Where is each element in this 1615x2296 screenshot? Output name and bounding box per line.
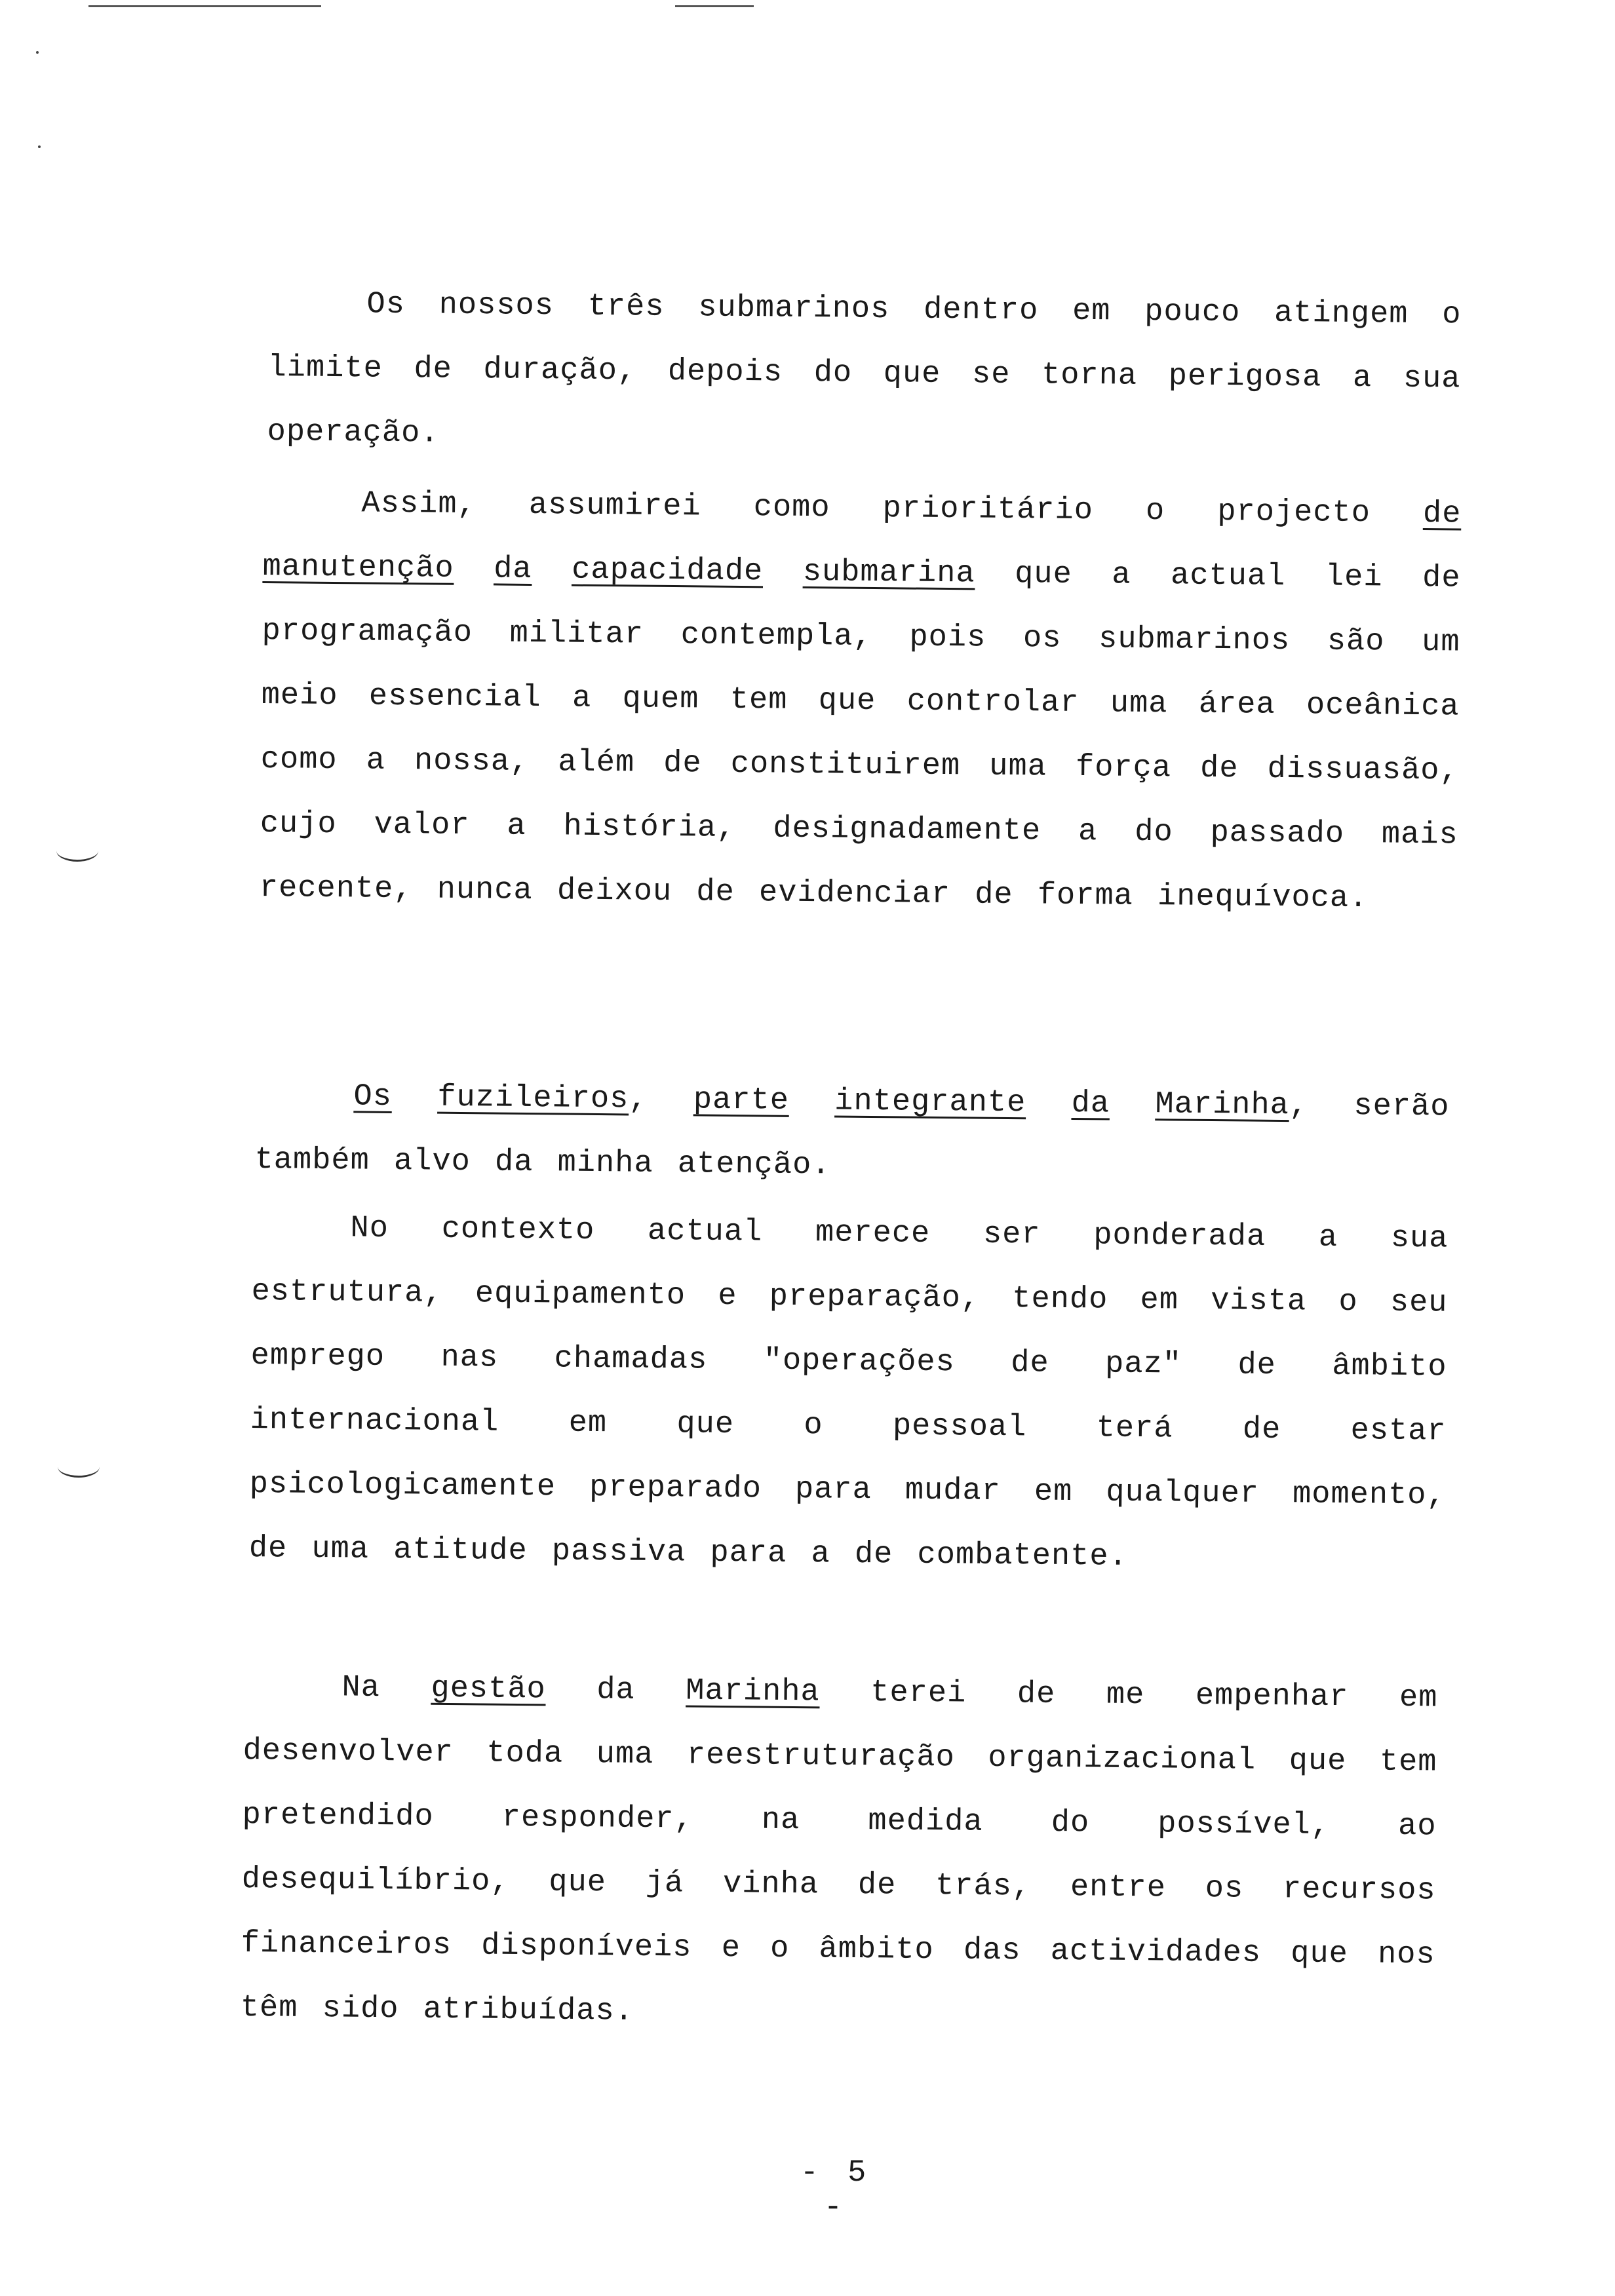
underlined-text: de <box>1422 496 1462 532</box>
text-segment: No contexto actual merece ser ponderada a sua estrutura, equipamento e preparação, tendo em vista o seu emprego nas chamadas "operações de paz" de âmbito internacional em que o pessoal terá de estar psicologicamente preparado para mudar em qualquer momento, de uma atitude passiva para a de combatente. <box>248 1211 1449 1575</box>
text-segment <box>1110 1087 1156 1122</box>
text-segment: Os nossos três submarinos dentro em pouco atingem o limite de duração, depois do que se torna perigosa a sua operação. <box>267 287 1462 451</box>
underlined-text: da <box>1071 1086 1110 1122</box>
paragraph-navy-management <box>240 1655 1438 2052</box>
underlined-text: Marinha <box>1155 1087 1290 1124</box>
paragraph-submarines-lifetime <box>267 272 1462 476</box>
text-segment <box>763 554 803 590</box>
page-number: - 5 - <box>800 2156 872 2225</box>
text-segment: , <box>629 1082 694 1118</box>
text-segment <box>1026 1086 1072 1121</box>
underlined-text: Marinha <box>686 1674 820 1710</box>
top-rule-right <box>675 5 754 7</box>
text-segment: Assim, assumirei como prioritário o projecto <box>361 486 1424 531</box>
scan-mark <box>38 145 41 148</box>
top-rule-left <box>88 5 321 7</box>
punch-hole-mark <box>56 840 98 862</box>
text-segment: da <box>545 1672 686 1709</box>
underlined-text: Os <box>353 1079 393 1115</box>
underlined-text: da <box>493 552 532 587</box>
underlined-text: parte <box>693 1082 790 1119</box>
underlined-text: fuzileiros <box>437 1080 629 1117</box>
text-segment <box>454 552 494 587</box>
text-segment: que a actual lei de programação militar contempla, pois os submarinos são um meio essencial a quem tem que controlar uma área oceânica como a nossa, além de constituirem uma força de dissuasão, cujo valor a história, designadamente a do passado mais recente, nunca deixou de evidenciar de forma inequívoca. <box>259 556 1461 917</box>
text-segment <box>392 1080 438 1115</box>
underlined-text: manutenção <box>262 549 454 586</box>
text-segment <box>789 1084 835 1119</box>
paragraph-marines <box>254 1064 1450 1204</box>
scan-mark <box>36 51 39 54</box>
text-segment <box>532 552 572 588</box>
underlined-text: gestão <box>431 1671 546 1708</box>
paragraph-peace-operations <box>248 1196 1449 1592</box>
underlined-text: submarina <box>802 554 975 592</box>
paragraph-submarine-capacity <box>259 471 1462 932</box>
underlined-text: capacidade <box>571 552 764 590</box>
text-segment: Na <box>341 1670 431 1706</box>
underlined-text: integrante <box>834 1084 1026 1121</box>
text-segment: , serão também alvo da minha atenção. <box>254 1088 1450 1183</box>
punch-hole-mark <box>58 1456 100 1478</box>
text-segment: terei de me empenhar em desenvolver toda uma reestruturação organizacional que tem pretendido responder, na medida do possível, ao desequilíbrio, que já vinha de trás, entre os recursos financeiros disponíveis e o âmbito das actividades que nos têm sido atribuídas. <box>240 1675 1438 2029</box>
